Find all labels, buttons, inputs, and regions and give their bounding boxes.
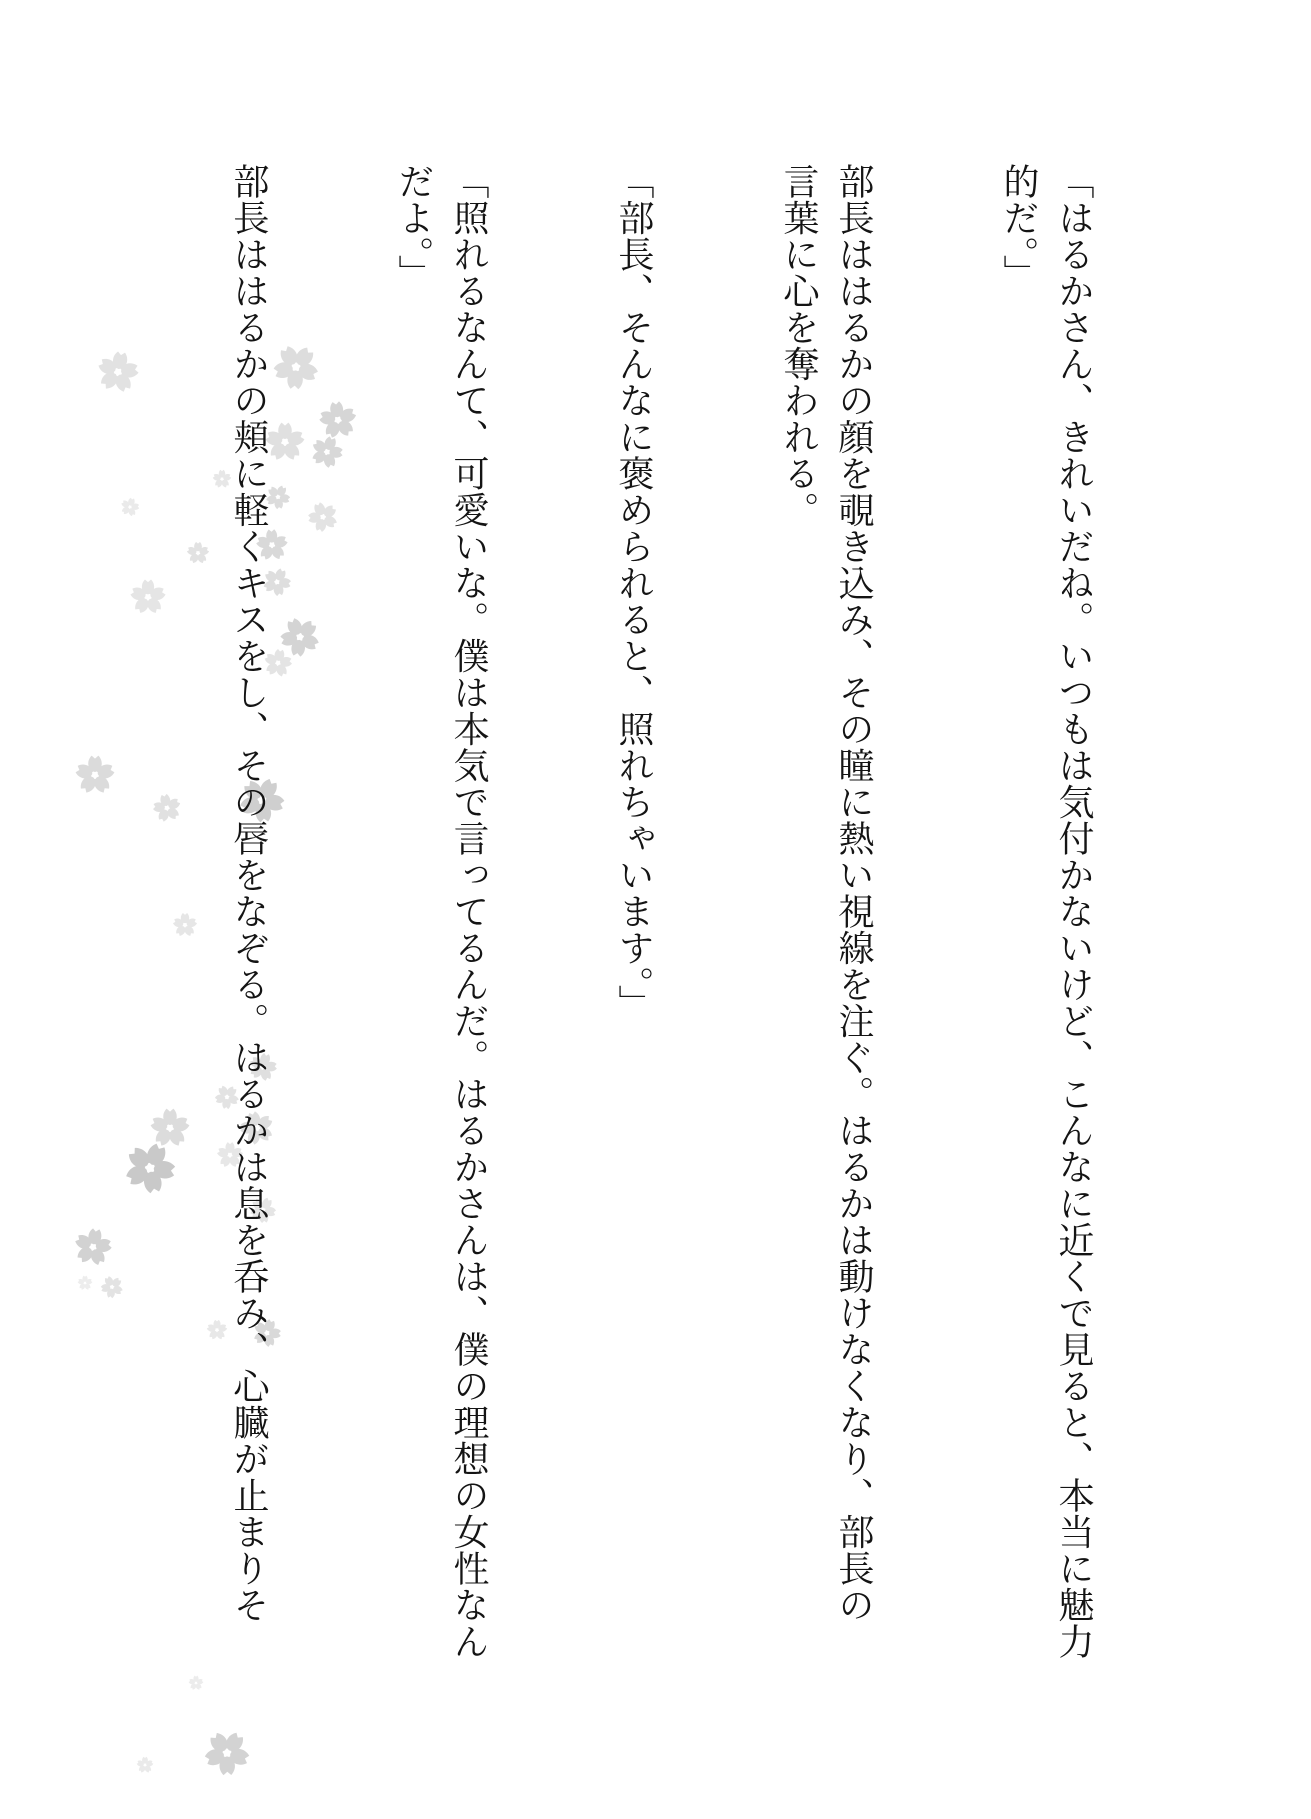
sakura-flower-icon	[172, 912, 198, 938]
text-line: 「照れるなんて、可愛いな。僕は本気で言ってるんだ。はるかさんは、僕の理想の女性なん	[449, 163, 489, 1660]
text-line: 言葉に心を奪われる。	[779, 163, 819, 528]
sakura-flower-icon	[70, 1224, 116, 1270]
sakura-flower-icon	[194, 1720, 261, 1787]
sakura-flower-icon	[186, 541, 210, 565]
text-line: 的だ。」	[999, 163, 1039, 291]
text-line: 部長ははるかの頬に軽くキスをし、その唇をなぞる。はるかは息を呑み、心臓が止まりそ	[229, 163, 269, 1623]
sakura-flower-icon	[147, 788, 188, 829]
text-line: 「部長、そんなに褒められると、照れちゃいます。」	[614, 163, 654, 1021]
sakura-flower-icon	[95, 1270, 129, 1304]
vertical-text-block	[221, 163, 1101, 1660]
sakura-flower-icon	[136, 1756, 154, 1774]
sakura-flower-icon	[74, 754, 116, 796]
sakura-flower-icon	[93, 347, 144, 398]
paragraph-narration-1	[771, 163, 881, 1660]
paragraph-dialogue-1	[991, 163, 1101, 1660]
paragraph-narration-2	[221, 163, 276, 1660]
text-line: 「はるかさん、きれいだね。いつもは気付かないけど、こんなに近くで見ると、本当に魅力	[1054, 163, 1094, 1660]
sakura-flower-icon	[77, 1275, 93, 1291]
paragraph-dialogue-2	[606, 163, 661, 1660]
text-line: 部長ははるかの顔を覗き込み、その瞳に熱い視線を注ぐ。はるかは動けなくなり、部長の	[834, 163, 874, 1623]
paragraph-dialogue-3	[386, 163, 496, 1660]
sakura-flower-icon	[188, 1675, 204, 1691]
sakura-flower-icon	[129, 578, 167, 616]
sakura-flower-icon	[118, 495, 142, 519]
text-line: だよ。」	[394, 163, 434, 291]
